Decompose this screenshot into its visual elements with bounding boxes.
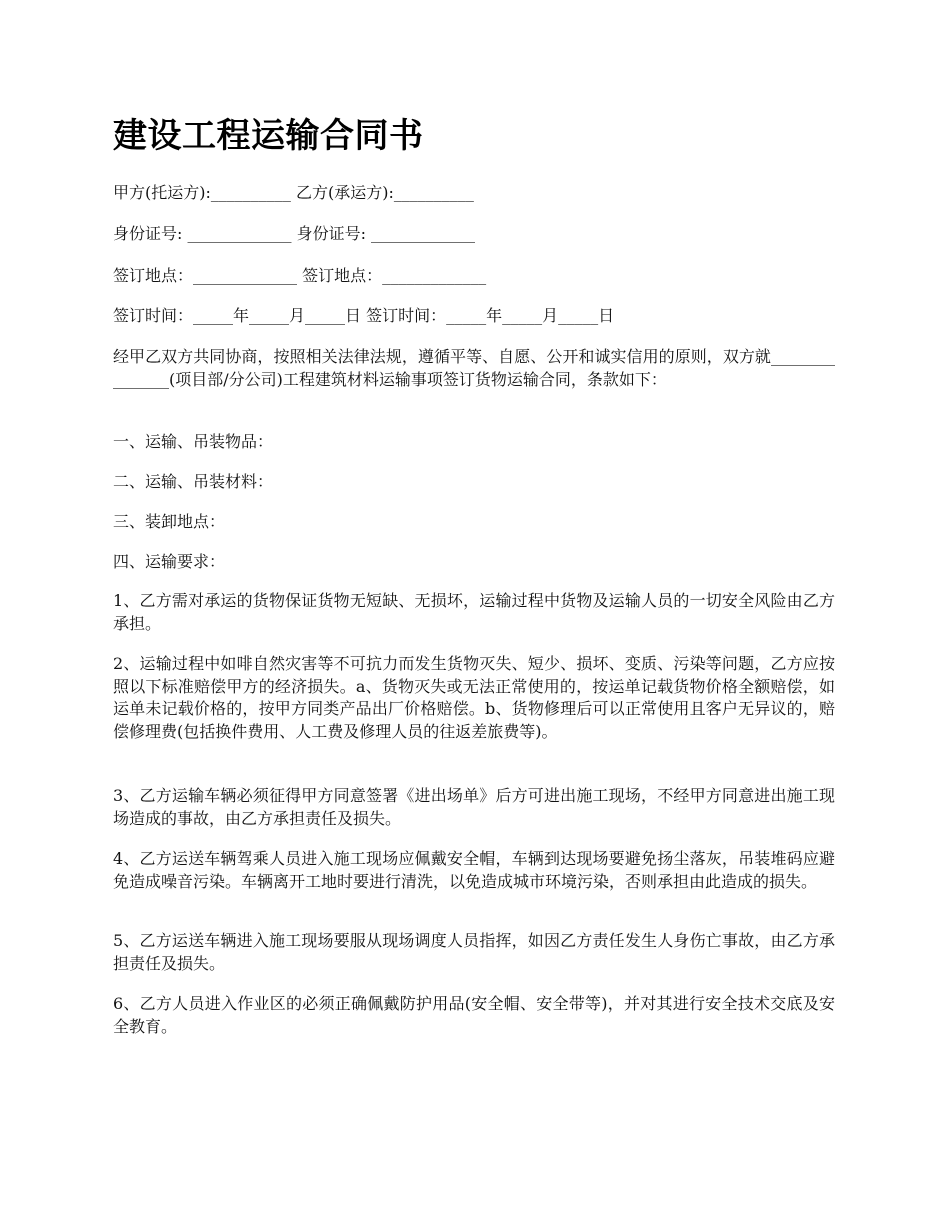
party-names-line: 甲方(托运方):__________ 乙方(承运方):__________ (113, 183, 474, 202)
signing-place-line: 签订地点：_____________ 签订地点：_____________ (113, 266, 487, 285)
intro-paragraph: 经甲乙双方共同协商，按照相关法律法规，遵循平等、自愿、公开和诚实信用的原则，双方就_______________(项目部/分公司)工程建筑材料运输事项签订货物运输合同，条款如下： (113, 347, 835, 389)
section-heading: 四、运输要求： (113, 552, 226, 571)
signing-date-line: 签订时间：_____年_____月_____日 签订时间：_____年_____月_____日 (113, 306, 615, 325)
clause-paragraph: 6、乙方人员进入作业区的必须正确佩戴防护用品(安全帽、安全带等)，并对其进行安全技术交底及安全教育。 (113, 994, 835, 1036)
clause-paragraph: 5、乙方运送车辆进入施工现场要服从现场调度人员指挥，如因乙方责任发生人身伤亡事故，由乙方承担责任及损失。 (113, 931, 835, 973)
section-heading: 二、运输、吊装材料： (113, 472, 274, 491)
id-number-line: 身份证号: _____________ 身份证号: _____________ (113, 224, 476, 243)
section-heading: 三、装卸地点： (113, 512, 226, 531)
clause-paragraph: 4、乙方运送车辆驾乘人员进入施工现场应佩戴安全帽，车辆到达现场要避免扬尘落灰，吊装堆码应避免造成噪音污染。车辆离开工地时要进行清洗，以免造成城市环境污染，否则承担由此造成的损失。 (113, 849, 835, 891)
section-heading: 一、运输、吊装物品： (113, 432, 274, 451)
clause-paragraph: 1、乙方需对承运的货物保证货物无短缺、无损坏，运输过程中货物及运输人员的一切安全风险由乙方承担。 (113, 591, 835, 633)
clause-paragraph: 2、运输过程中如啡自然灾害等不可抗力而发生货物灭失、短少、损坏、变质、污染等问题，乙方应按照以下标准赔偿甲方的经济损失。a、货物灭失或无法正常使用的，按运单记载货物价格全额赔偿，如运单未记载价格的，按甲方同类产品出厂价格赔偿。b、货物修理后可以正常使用且客户无异议的，赔偿修理费(包括换件费用、人工费及修理人员的往返差旅费等)。 (113, 654, 835, 741)
clause-paragraph: 3、乙方运输车辆必须征得甲方同意签署《进出场单》后方可进出施工现场，不经甲方同意进出施工现场造成的事故，由乙方承担责任及损失。 (113, 786, 835, 828)
document-title: 建设工程运输合同书 (113, 116, 424, 156)
